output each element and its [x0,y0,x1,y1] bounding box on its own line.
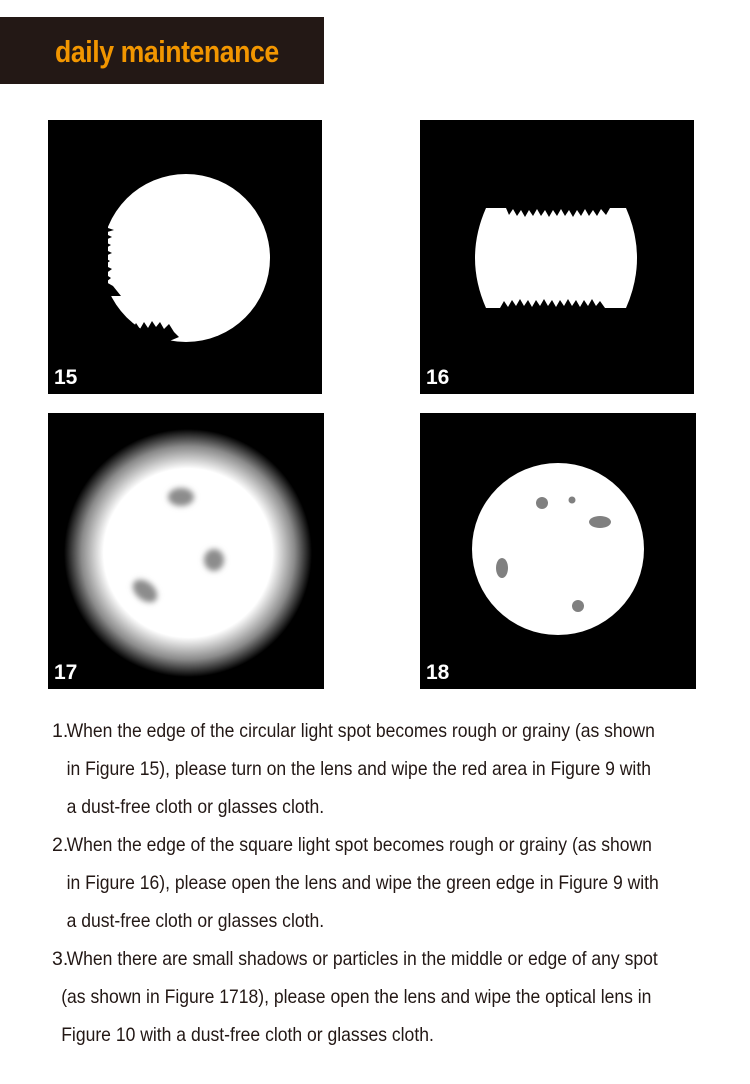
shadow-particle [168,488,194,506]
figure-18-spot-with-particles [420,413,696,689]
instruction-line: When there are small shadows or particles in the middle or edge of any spot [66,948,658,970]
figure-label: 18 [426,661,450,684]
light-spot [64,429,312,677]
instruction-number: 3. [52,948,69,970]
instruction-number: 1. [52,720,69,742]
instruction-line: a dust-free cloth or glasses cloth. [66,796,325,818]
shadow-particle [496,558,508,578]
light-spot [102,174,270,342]
shadow-particle [569,497,576,504]
instruction-item [0,940,750,1054]
shadow-particle [572,600,584,612]
figure-label: 15 [54,366,78,389]
instruction-number: 2. [52,834,69,856]
instruction-line: in Figure 15), please turn on the lens and wipe the red area in Figure 9 with [66,758,651,780]
rough-circle-illustration [48,120,322,394]
instruction-line: (as shown in Figure 1718), please open the lens and wipe the optical lens in [61,986,652,1008]
light-spot [475,208,637,308]
shadow-particle [204,549,224,571]
instruction-line: Figure 10 with a dust-free cloth or glasses cloth. [61,1024,434,1046]
maintenance-instructions [0,712,750,1054]
instruction-line: a dust-free cloth or glasses cloth. [66,910,325,932]
figure-15-rough-circle-spot [48,120,322,394]
page-title: daily maintenance [55,34,279,69]
blurry-spot-illustration [48,413,324,689]
figure-label: 17 [54,661,78,684]
particle-spot-illustration [420,413,696,689]
rough-square-illustration [420,120,694,394]
instruction-item [0,712,750,826]
shadow-particle [589,516,611,528]
figure-17-blurry-spot-with-particles [48,413,324,689]
light-spot [472,463,644,635]
instruction-line: When the edge of the square light spot becomes rough or grainy (as shown [66,834,652,856]
shadow-particle [536,497,548,509]
instruction-line: When the edge of the circular light spot becomes rough or grainy (as shown [66,720,655,742]
instruction-line: in Figure 16), please open the lens and wipe the green edge in Figure 9 with [66,872,659,894]
instruction-item [0,826,750,940]
figure-16-rough-square-spot [420,120,694,394]
figure-label: 16 [426,366,450,389]
